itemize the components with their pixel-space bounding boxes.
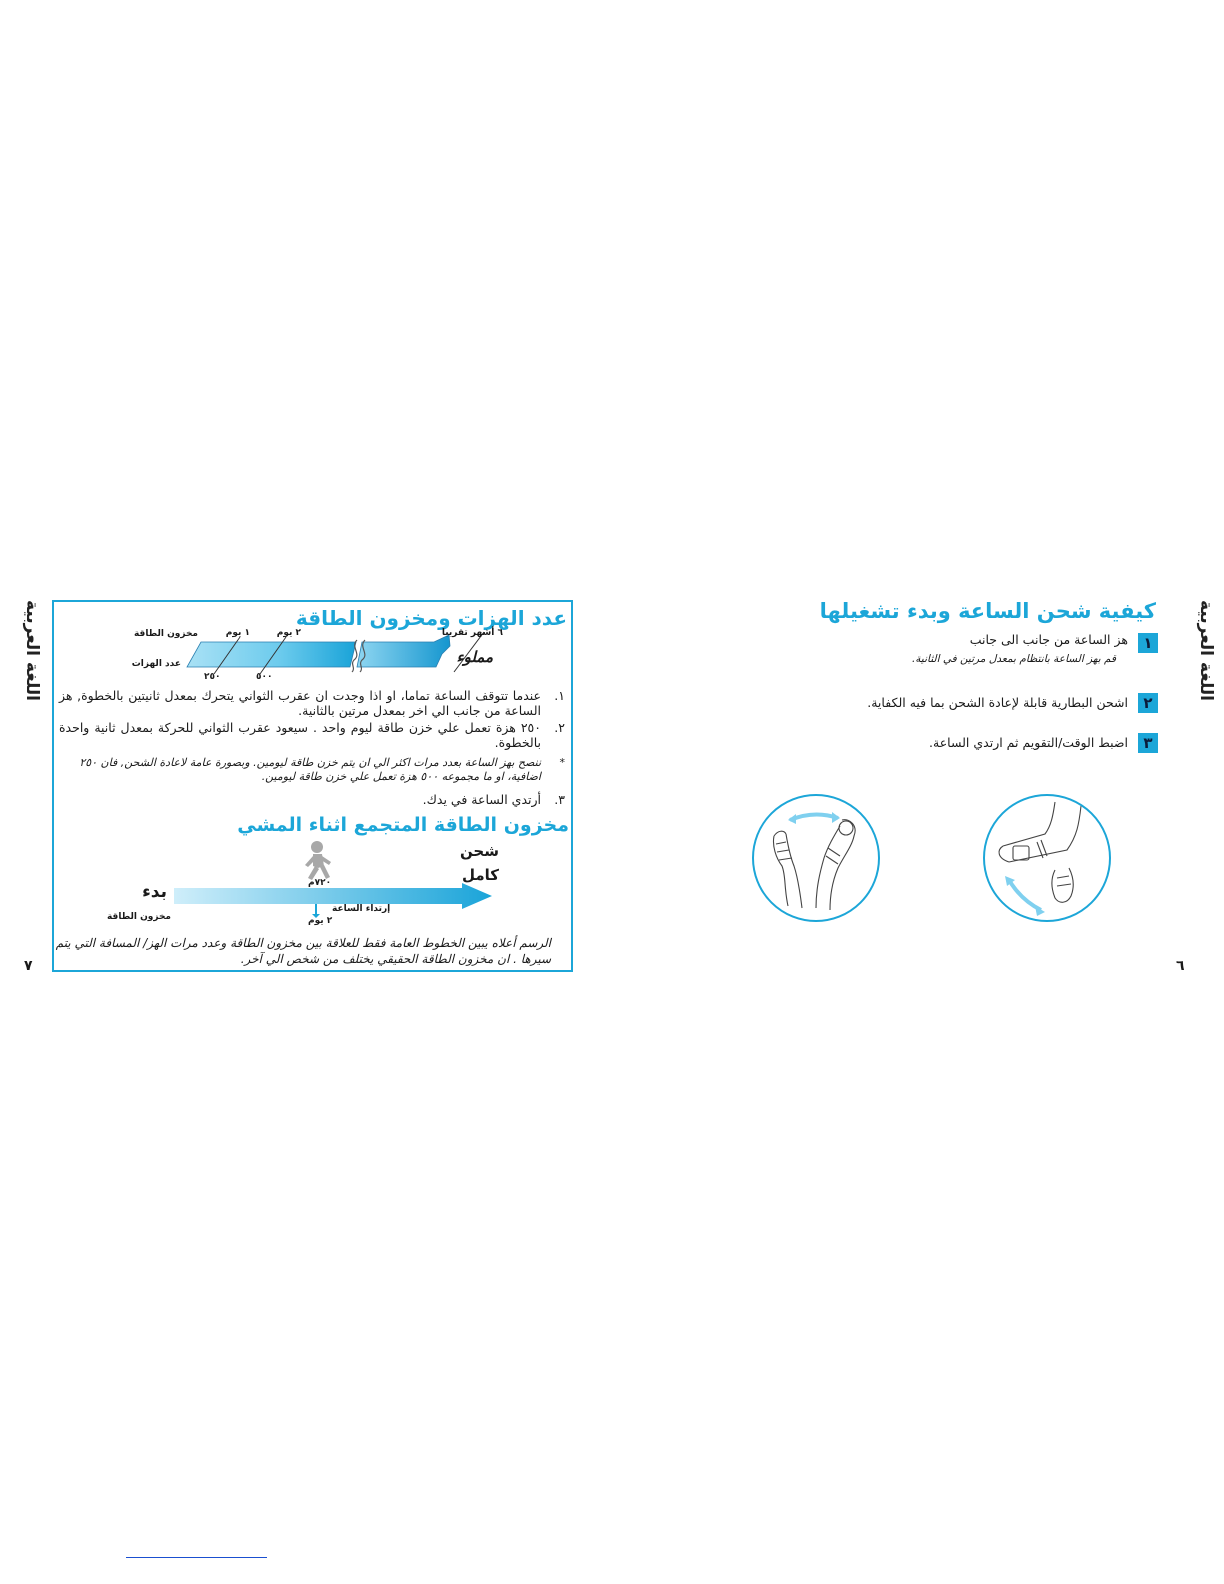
page-number-right: ٦ bbox=[1176, 958, 1185, 974]
note-star: * bbox=[559, 756, 565, 769]
footnote: الرسم أعلاه يبين الخطوط العامة فقط للعلاقة بين مخزون الطاقة وعدد مرات الهز/ المسافة التي يتم سيرها . ان مخزون الطاقة الحقيقي يختلف من شخص الي آخر. bbox=[55, 936, 551, 966]
hand-shaking-icon bbox=[754, 796, 878, 920]
list-item-number: ٣. bbox=[554, 792, 565, 807]
tick-label-500: ٥٠٠ bbox=[256, 672, 273, 682]
energy-info-panel bbox=[52, 600, 573, 972]
full-charge-line2: كامل bbox=[461, 866, 499, 884]
walking-figure-icon bbox=[305, 841, 331, 880]
note-block bbox=[59, 756, 565, 784]
label-full: مملوء bbox=[456, 648, 493, 666]
list-item-2 bbox=[59, 720, 565, 750]
page-title: كيفية شحن الساعة وبدء تشغيلها bbox=[819, 599, 1156, 623]
step-number-2: ٢ bbox=[1138, 693, 1158, 713]
step-text-3: اضبط الوقت/التقويم ثم ارتدي الساعة. bbox=[929, 735, 1128, 750]
section-title-shakes: عدد الهزات ومخزون الطاقة bbox=[295, 606, 567, 630]
day2-label: ٢ يوم bbox=[308, 916, 333, 926]
list-item-text: ٢٥٠ هزة تعمل علي خزن طاقة ليوم واحد . سيعود عقرب الثواني للحركة بمعدل ثانية واحدة بالخطوة. bbox=[59, 720, 541, 750]
energy-bar-left bbox=[187, 642, 356, 667]
page-number-left: ٧ bbox=[24, 958, 33, 974]
list-item-3 bbox=[59, 792, 565, 807]
distance-label: ٧٢٠م bbox=[308, 878, 332, 888]
tick-label-250: ٢٥٠ bbox=[204, 672, 221, 682]
step-sub-1: قم بهز الساعة بانتظام بمعدل مرتين في الثانية. bbox=[911, 653, 1116, 665]
step-number-3: ٣ bbox=[1138, 733, 1158, 753]
energy-bar-right bbox=[357, 635, 450, 667]
label-shakes-count: عدد الهزات bbox=[131, 659, 181, 669]
list-item-text: أرتدي الساعة في يدك. bbox=[422, 792, 541, 807]
footer-rule bbox=[126, 1557, 267, 1558]
list-item-1 bbox=[59, 688, 565, 718]
wear-watch-label: إرتداء الساعة bbox=[332, 904, 391, 914]
full-charge-line1: شحن bbox=[459, 842, 499, 860]
list-item-number: ١. bbox=[554, 688, 565, 703]
list-item-number: ٢. bbox=[554, 720, 565, 735]
step-number-1: ١ bbox=[1138, 633, 1158, 653]
tick-label-2day: ٢ يوم bbox=[276, 628, 301, 638]
step-text-1: هز الساعة من جانب الى جانب bbox=[969, 632, 1128, 647]
step-text-2: اشحن البطارية قابلة لإعادة الشحن بما فيه الكفاية. bbox=[867, 695, 1128, 710]
tick-label-1day: ١ يوم bbox=[225, 628, 250, 638]
start-energy-label: مخزون الطاقة bbox=[106, 912, 171, 922]
wrist-watch-icon bbox=[985, 796, 1109, 920]
label-energy-reserve: مخزون الطاقة bbox=[133, 629, 198, 639]
note-text: ننصح بهز الساعة بعدد مرات اكثر الي ان يتم خزن طاقة ليومين. وبصورة عامة لاعادة الشحن, فان ٢٥٠ اضافية، او ما مجموعه ٥٠٠ هزة تعمل علي خزن طاقة ليومين. bbox=[79, 756, 541, 783]
side-label-left: اللغة العربية bbox=[22, 600, 42, 701]
start-label: بدء bbox=[142, 882, 167, 902]
side-label-right: اللغة العربية bbox=[1196, 600, 1216, 701]
wear-watch-illustration bbox=[983, 794, 1111, 922]
shake-watch-illustration bbox=[752, 794, 880, 922]
shakes-energy-diagram bbox=[54, 602, 571, 688]
section-title-walking: مخزون الطاقة المتجمع اثناء المشي bbox=[237, 814, 569, 836]
tick-label-months: ٦ أشهر تقريبا bbox=[441, 628, 503, 638]
list-item-text: عندما تتوقف الساعة تماما، او اذا وجدت ان عقرب الثواني يتحرك بمعدل ثانيتين بالخطوة, هز الساعة من جانب الي اخر بمعدل مرتين بالثانية. bbox=[59, 688, 541, 718]
